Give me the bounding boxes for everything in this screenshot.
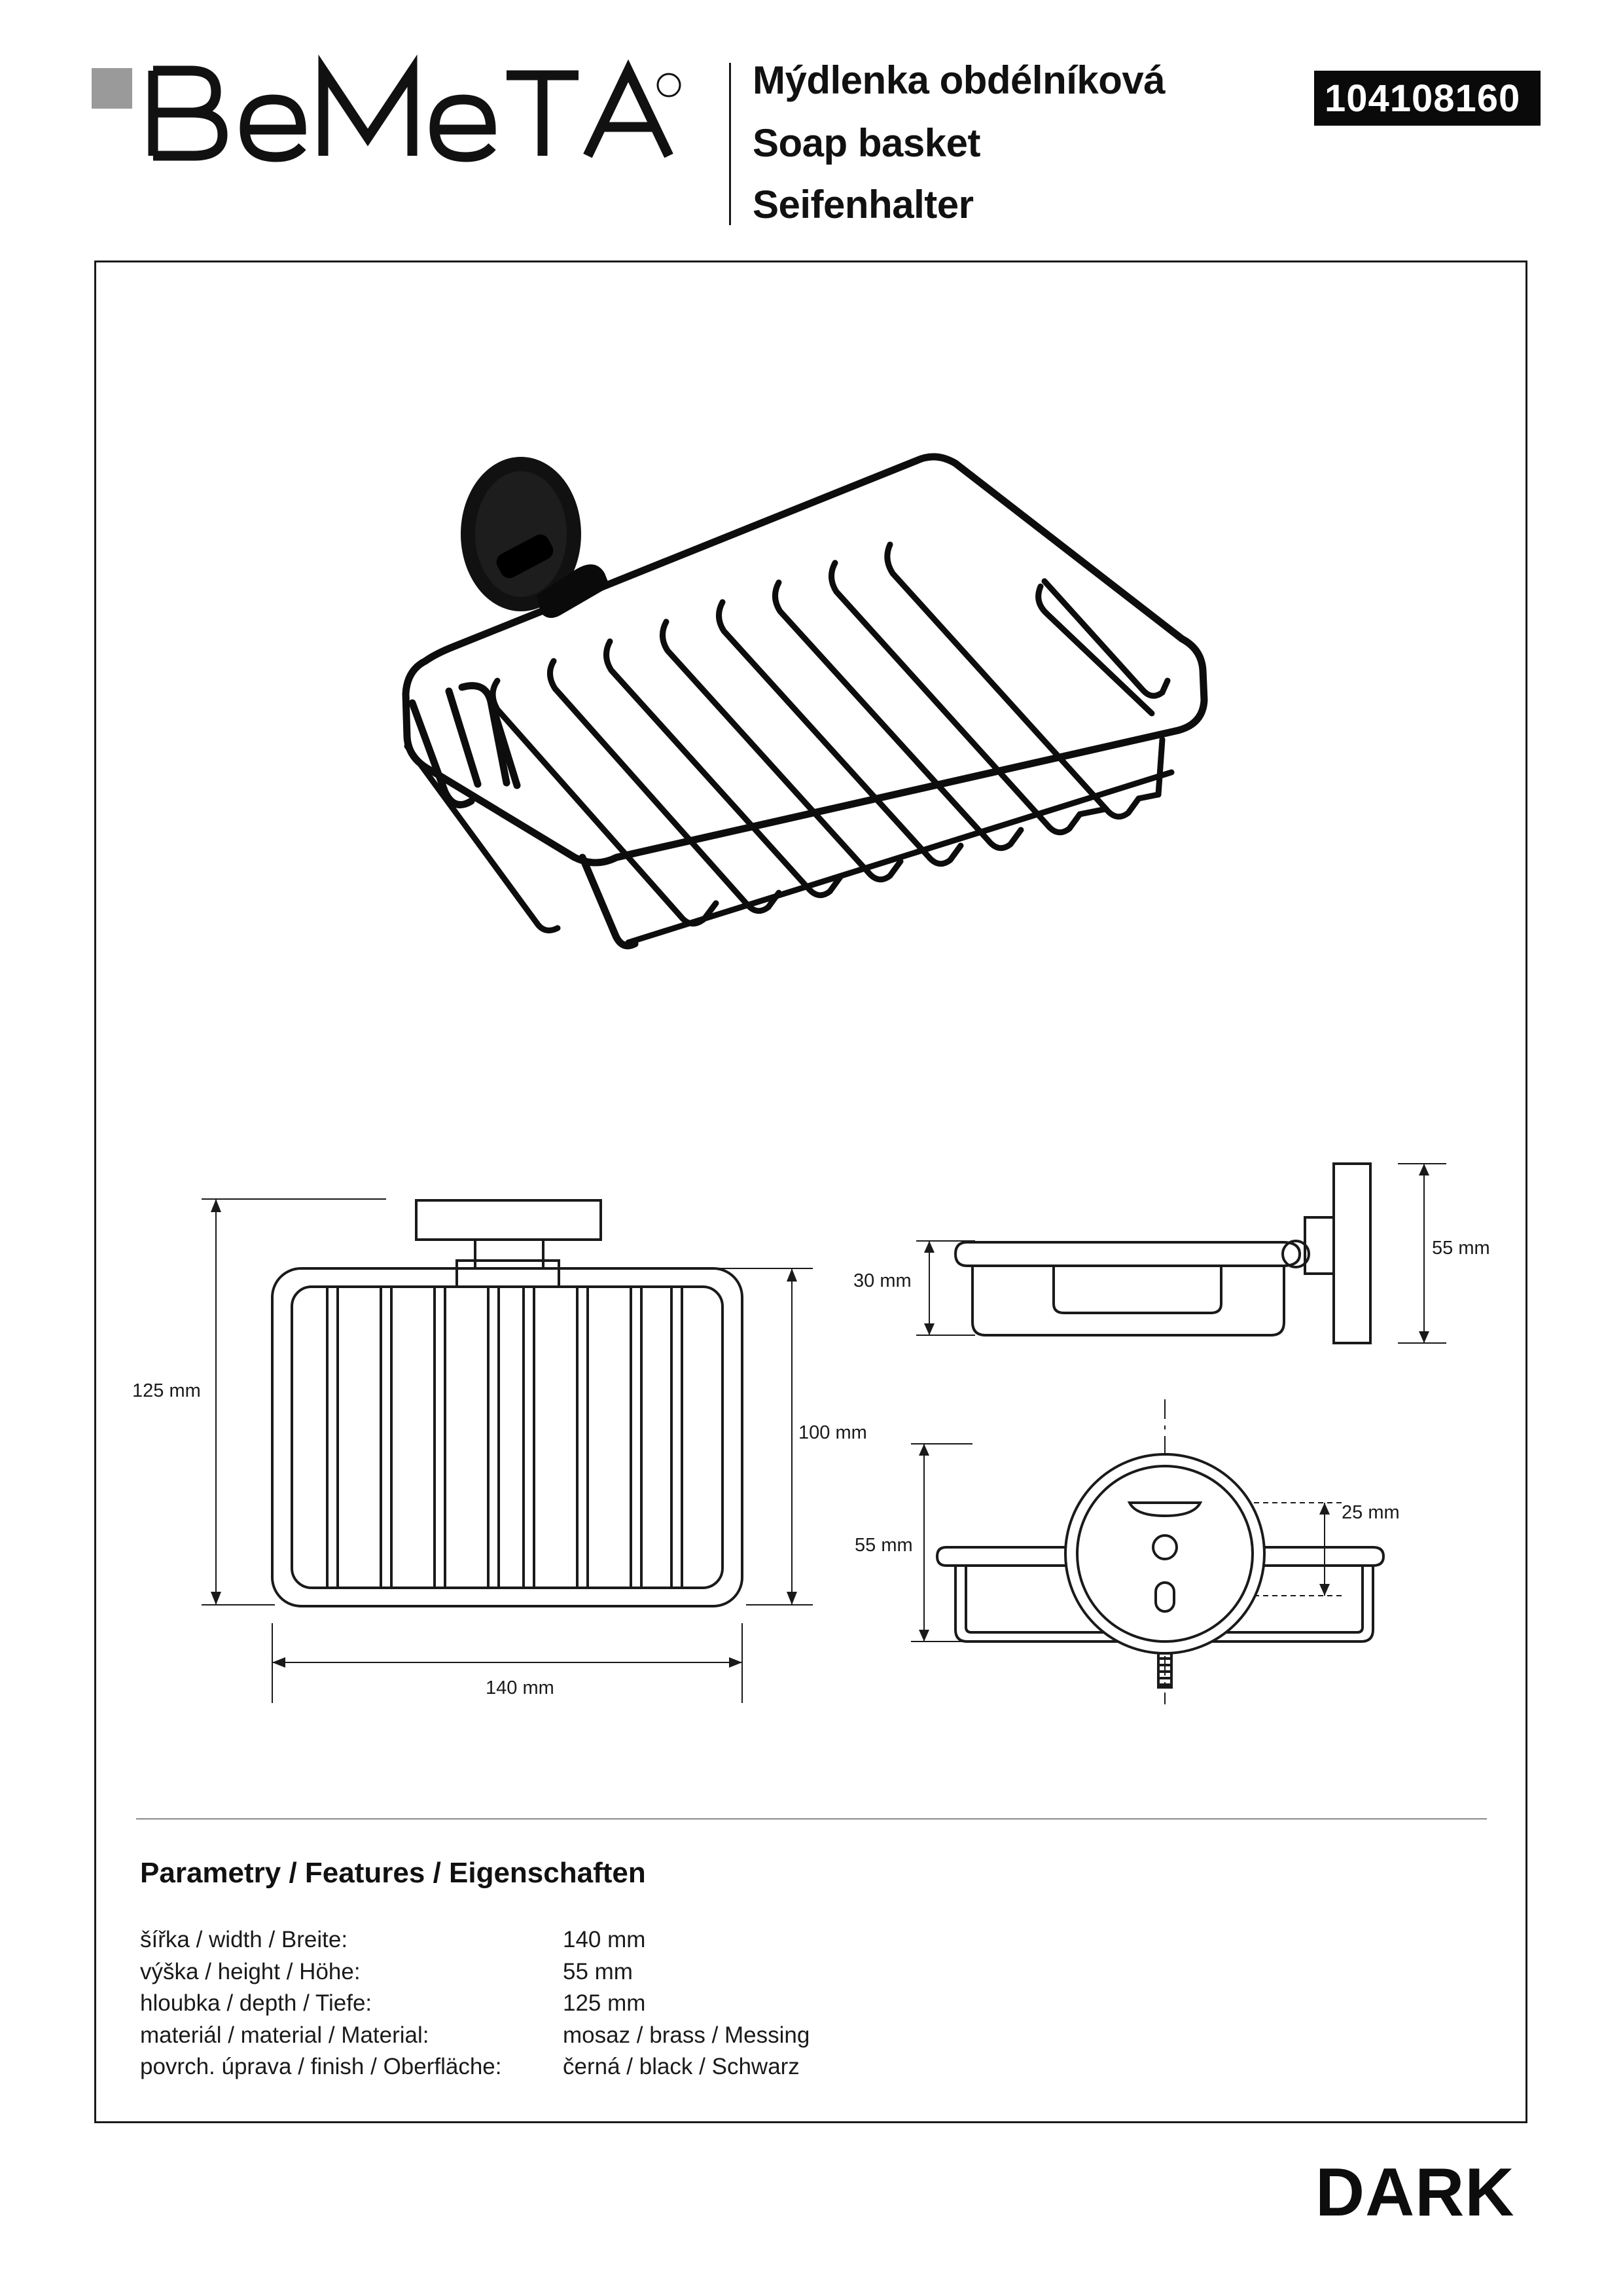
product-title-german: Seifenhalter [753,183,974,226]
feature-value: mosaz / brass / Messing [563,2022,810,2048]
dim-top-depth: 55 mm [855,1535,913,1556]
feature-row-material [140,2020,925,2052]
feature-value: černá / black / Schwarz [563,2054,800,2080]
product-title-czech: Mýdlenka obdélníková [753,58,1166,102]
features-divider [136,1818,1487,1820]
dim-width: 140 mm [486,1677,554,1698]
top-view-drawing [838,1388,1544,1728]
brand-logo [145,38,682,169]
feature-label: materiál / material / Material: [140,2022,429,2048]
feature-value: 140 mm [563,1927,646,1953]
feature-value: 125 mm [563,1990,646,2017]
product-title-english: Soap basket [753,121,980,165]
product-photo [366,406,1283,1113]
front-view-drawing [118,1165,867,1715]
feature-label: šířka / width / Breite: [140,1927,348,1953]
dim-total-height: 125 mm [132,1380,201,1401]
logo-square-mark [92,68,132,109]
feature-label: hloubka / depth / Tiefe: [140,1990,372,2017]
registered-mark [658,74,680,96]
features-list [140,1924,925,2083]
dim-hole-spacing: 25 mm [1342,1502,1400,1523]
feature-row-finish [140,2051,925,2083]
feature-label: povrch. úprava / finish / Oberfläche: [140,2054,502,2080]
features-title: Parametry / Features / Eigenschaften [140,1857,646,1889]
product-code: 104108160 [1325,77,1521,120]
side-view-drawing [838,1139,1544,1361]
header-divider [729,63,731,225]
series-label: DARK [1315,2155,1515,2231]
feature-label: výška / height / Höhe: [140,1958,361,1984]
dim-basket-depth: 30 mm [853,1270,912,1291]
dim-basket-height: 100 mm [798,1422,867,1443]
feature-row-height [140,1956,925,1988]
feature-row-depth [140,1988,925,2020]
feature-value: 55 mm [563,1958,633,1984]
dim-side-total: 55 mm [1432,1238,1490,1259]
feature-row-width [140,1924,925,1956]
